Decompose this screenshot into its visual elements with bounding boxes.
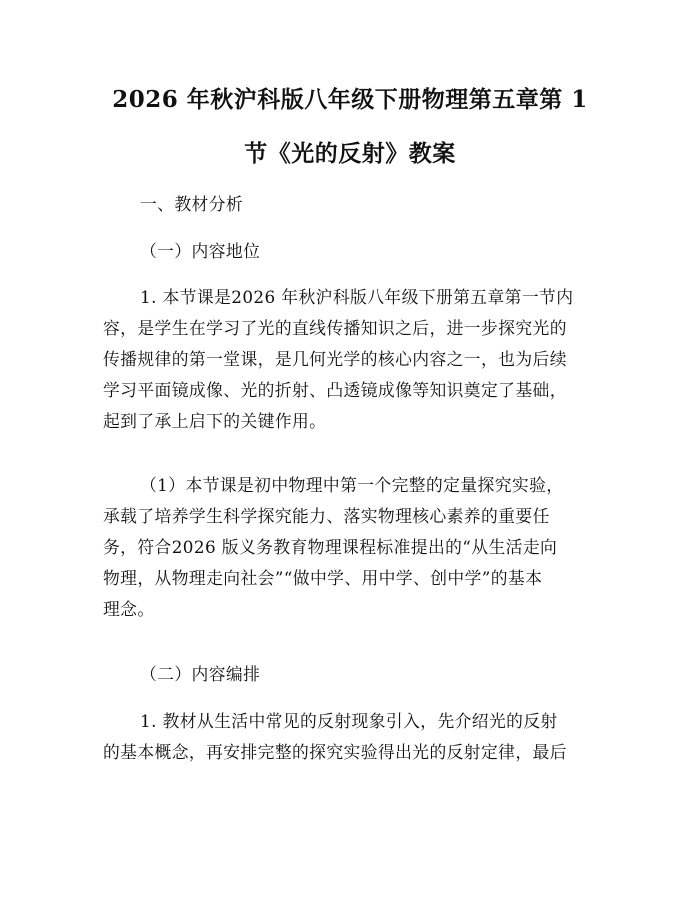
paragraph-line: 1. 本节课是2026 年秋沪科版八年级下册第五章第一节内 bbox=[140, 287, 574, 307]
paragraph-inquiry-experiment bbox=[103, 470, 603, 625]
paragraph-line: 务，符合2026 版义务教育物理课程标准提出的“从生活走向 bbox=[103, 537, 558, 557]
paragraph-line: 传播规律的第一堂课，是几何光学的核心内容之一，也为后续 bbox=[103, 349, 567, 369]
document-title-line-1: 2026 年秋沪科版八年级下册物理第五章第 1 bbox=[112, 86, 588, 113]
paragraph-content-arrangement bbox=[103, 706, 603, 768]
paragraph-line: 的基本概念，再安排完整的探究实验得出光的反射定律，最后 bbox=[103, 742, 567, 762]
paragraph-line: 物理，从物理走向社会”“做中学、用中学、创中学”的基本 bbox=[103, 568, 543, 588]
paragraph-line: 1. 教材从生活中常见的反射现象引入，先介绍光的反射 bbox=[140, 711, 558, 731]
paragraph-line: 承载了培养学生科学探究能力、落实物理核心素养的重要任 bbox=[103, 506, 550, 526]
paragraph-content-position bbox=[103, 282, 603, 437]
subsection-heading-content-position: （一）内容地位 bbox=[140, 241, 261, 261]
document-title-line-2: 节《光的反射》教案 bbox=[244, 140, 456, 167]
paragraph-line: 学习平面镜成像、光的折射、凸透镜成像等知识奠定了基础， bbox=[103, 380, 567, 400]
paragraph-line: 容，是学生在学习了光的直线传播知识之后，进一步探究光的 bbox=[103, 318, 567, 338]
paragraph-line: 理念。 bbox=[103, 599, 155, 619]
paragraph-line: （1）本节课是初中物理中第一个完整的定量探究实验， bbox=[140, 475, 564, 495]
section-heading-teaching-material-analysis: 一、教材分析 bbox=[140, 194, 244, 214]
subsection-heading-content-arrangement: （二）内容编排 bbox=[140, 664, 261, 684]
paragraph-line: 起到了承上启下的关键作用。 bbox=[103, 411, 327, 431]
